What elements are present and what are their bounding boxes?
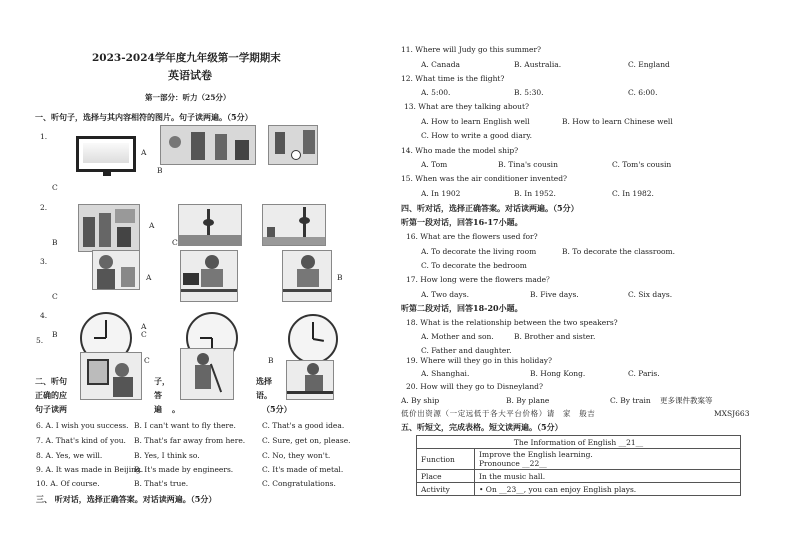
q1-label-a: A (141, 148, 147, 157)
section2-part-1: 二、听句 (35, 376, 67, 386)
q4-label-c: C (141, 330, 147, 339)
q10-option-b: B. That's true. (134, 479, 189, 488)
dialog2-heading: 听第二段对话，回答18-20小题。 (401, 303, 523, 313)
section2-part-8: 遍 (154, 404, 162, 414)
soccer-picture (268, 125, 318, 165)
q6-option-c: C. That's a good idea. (262, 421, 345, 430)
q12-option-b: B. 5:30. (514, 88, 544, 97)
people-playing-picture (160, 125, 256, 165)
q19-option-a: A. Shanghai. (421, 369, 470, 378)
section2-part-9: 。 (172, 404, 180, 414)
exam-title: 2023-2024学年度九年级第一学期期末 (92, 52, 281, 64)
q2-label-b: B (52, 238, 58, 247)
table-label-function: Function (417, 449, 475, 470)
section2-part-7: 句子读两 (35, 404, 67, 414)
promo-code: MXSJ663 (714, 409, 750, 418)
q5-number: 5. (36, 336, 44, 345)
table-cell-activity: • On __23__, you can enjoy English plays. (475, 483, 741, 496)
section4-heading: 四、听对话，选择正确答案。对话读两遍。（5分） (401, 203, 579, 213)
table-header: The Information of English __21__ (417, 436, 741, 449)
q15-option-c: C. In 1982. (612, 189, 654, 198)
q18-option-a: A. Mother and son. (421, 332, 494, 341)
q1-label-c: C (52, 183, 58, 192)
q9-option-c: C. It's made of metal. (262, 465, 344, 474)
woman-writing-picture (282, 250, 332, 302)
q18-option-b: B. Brother and sister. (514, 332, 596, 341)
q1-number: 1. (40, 132, 48, 141)
section2-part-6: 语。 (256, 390, 272, 400)
section1-heading: 一、听句子，选择与其内容相符的图片。句子读两遍。（5分） (35, 112, 253, 122)
table-label-place: Place (417, 470, 475, 483)
q7-option-c: C. Sure, get on, please. (262, 436, 351, 445)
q3-label-a: A (146, 273, 152, 282)
promo-extra: 更多课件教案等 (660, 396, 713, 405)
tower-city-picture (178, 204, 242, 246)
q5-label-c: C (144, 356, 150, 365)
clock-picture-3 (288, 314, 338, 364)
q11-option-a: A. Canada (421, 60, 460, 69)
q20-option-a: A. By ship (401, 396, 440, 405)
q7-option-a: 7. A. That's kind of you. (36, 436, 126, 445)
q8-option-b: B. Yes, I think so. (134, 451, 200, 460)
table-cell-function (475, 449, 741, 470)
q13-option-c: C. How to write a good diary. (421, 131, 533, 140)
q18-question: 18. What is the relationship between the two speakers? (406, 318, 618, 327)
q16-option-a: A. To decorate the living room (421, 247, 537, 256)
section2-part-4: 正确的应 (35, 390, 67, 400)
q14-option-b: B. Tina's cousin (498, 160, 558, 169)
q5-label-b: B (268, 356, 274, 365)
part-one-heading: 第一部分：听力（25分） (145, 93, 231, 102)
information-table (416, 435, 741, 496)
q15-question: 15. When was the air conditioner invented? (401, 174, 568, 183)
q10-option-a: 10. A. Of course. (36, 479, 100, 488)
man-sweeping-picture (180, 348, 234, 400)
q3-label-c: C (52, 292, 58, 301)
section2-part-2: 子， (154, 376, 170, 386)
q4-number: 4. (40, 311, 48, 320)
q10-option-c: C. Congratulations. (262, 479, 336, 488)
q2-label-c: C (172, 238, 178, 247)
function-line-1: Improve the English learning. (479, 450, 593, 459)
section5-heading: 五、听短文，完成表格。短文读两遍。（5分） (401, 422, 563, 432)
q7-option-b: B. That's far away from here. (134, 436, 246, 445)
man-desk-picture (286, 360, 334, 400)
q18-option-c: C. Father and daughter. (421, 346, 512, 355)
table-label-activity: Activity (417, 483, 475, 496)
q1-label-b: B (157, 166, 163, 175)
q20-option-b: B. By plane (506, 396, 550, 405)
q12-option-a: A. 5:00. (421, 88, 451, 97)
q13-question: 13. What are they talking about? (404, 102, 529, 111)
q8-option-a: 8. A. Yes, we will. (36, 451, 103, 460)
q3-label-b: B (337, 273, 343, 282)
q14-question: 14. Who made the model ship? (401, 146, 519, 155)
promo-text: 低价出资源（一定远低于各大平台价格）请 家 般吉 (401, 409, 596, 418)
q14-option-a: A. Tom (421, 160, 448, 169)
subject-title: 英语试卷 (168, 69, 212, 82)
q19-question: 19. Where will they go in this holiday? (406, 356, 553, 365)
painting-picture (80, 352, 142, 400)
q16-question: 16. What are the flowers used for? (406, 232, 538, 241)
function-line-2: Pronounce __22__ (479, 459, 547, 468)
q15-option-a: A. In 1902 (421, 189, 461, 198)
q11-option-c: C. England (628, 60, 670, 69)
q17-option-b: B. Five days. (530, 290, 579, 299)
q17-question: 17. How long were the flowers made？ (406, 275, 554, 284)
q15-option-b: B. In 1952. (514, 189, 556, 198)
q20-question: 20. How will they go to Disneyland? (406, 382, 543, 391)
q13-option-b: B. How to learn Chinese well (562, 117, 673, 126)
q4-label-b: B (52, 330, 58, 339)
q6-option-b: B. I can't want to fly there. (134, 421, 236, 430)
family-party-picture (78, 204, 140, 252)
q12-question: 12. What time is the flight? (401, 74, 505, 83)
section2-part-5: 答 (154, 390, 162, 400)
section2-part-3: 选择 (256, 376, 272, 386)
q17-option-a: A. Two days. (421, 290, 469, 299)
q17-option-c: C. Six days. (628, 290, 673, 299)
q2-number: 2. (40, 203, 48, 212)
q19-option-c: C. Paris. (628, 369, 660, 378)
q6-option-a: 6. A. I wish you success. (36, 421, 129, 430)
child-with-adult-picture (92, 250, 140, 290)
q16-option-c: C. To decorate the bedroom (421, 261, 527, 270)
q2-label-a: A (149, 221, 155, 230)
q4-label-a: A (141, 322, 147, 331)
dialog1-heading: 听第一段对话，回答16-17小题。 (401, 217, 523, 227)
woman-computer-picture (180, 250, 238, 302)
q11-question: 11. Where will Judy go this summer? (401, 45, 542, 54)
q9-option-a: 9. A. It was made in Beijing. (36, 465, 144, 474)
q14-option-c: C. Tom's cousin (612, 160, 672, 169)
tv-picture (76, 136, 136, 172)
q19-option-b: B. Hong Kong. (530, 369, 586, 378)
section2-part-10: （5分） (262, 404, 292, 414)
q3-number: 3. (40, 257, 48, 266)
q11-option-b: B. Australia. (514, 60, 562, 69)
q9-option-b: B. It's made by engineers. (134, 465, 234, 474)
q13-option-a: A. How to learn English well (421, 117, 530, 126)
q16-option-b: B. To decorate the classroom. (562, 247, 675, 256)
table-cell-place: In the music hall. (475, 470, 741, 483)
q20-option-c: C. By train (610, 396, 651, 405)
section3-heading: 三、 听对话，选择正确答案。对话读两遍。（5分） (36, 494, 217, 504)
q12-option-c: C. 6:00. (628, 88, 658, 97)
tower-view-picture (262, 204, 326, 246)
q8-option-c: C. No, they won't. (262, 451, 331, 460)
